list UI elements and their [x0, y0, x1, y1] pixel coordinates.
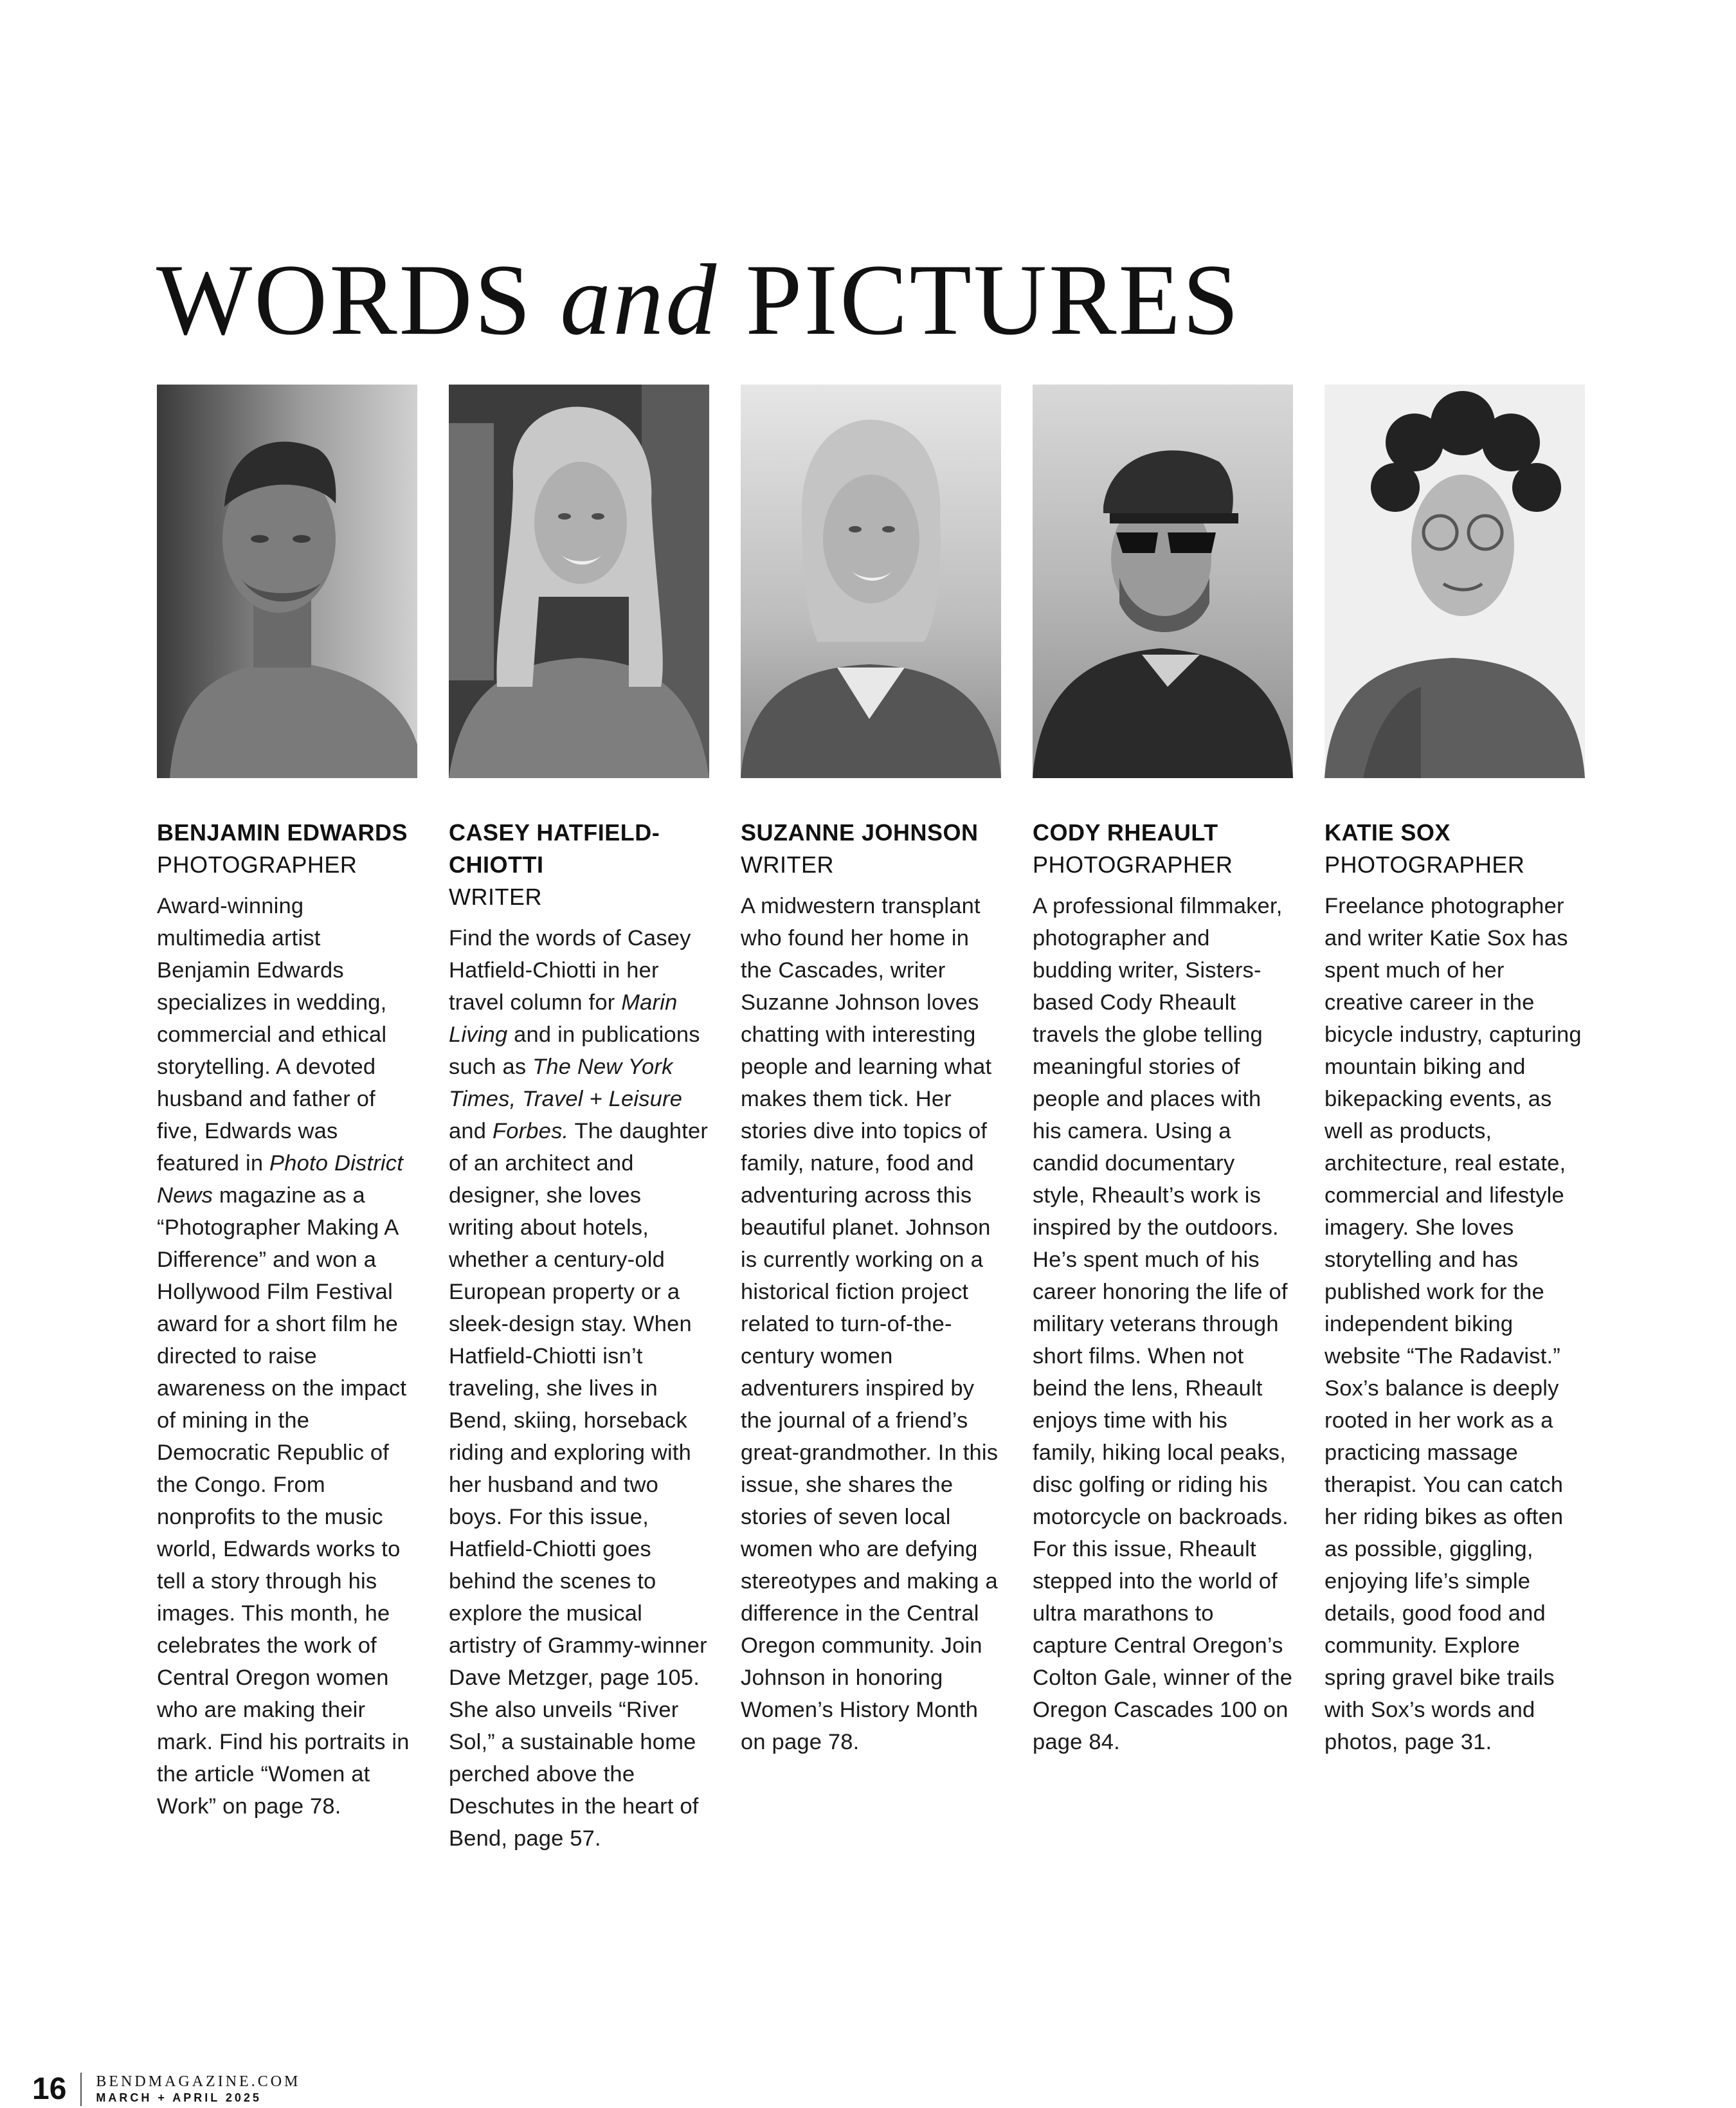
- contributor-role: PHOTOGRAPHER: [1033, 851, 1233, 878]
- contributor-cody-rheault: [1033, 385, 1293, 1758]
- contributor-role: PHOTOGRAPHER: [157, 851, 357, 878]
- title-words: WORDS: [156, 244, 533, 356]
- contributor-benjamin-edwards: [157, 385, 417, 1822]
- footer-text: [96, 2073, 300, 2105]
- bio-text: A professional filmmaker, photographer and budding writer, Sisters-based Cody Rheault travels the globe telling meaningful stories of people and places with his camera. Using a candid documentary style, Rheault’s work is inspired by the outdoors. He’s spent much of his career honoring the life of military veterans through short films. When not beind the lens, Rheault enjoys time with his family, hiking local peaks, disc golfing or riding his motorcycle on backroads. For this issue, Rheault stepped into the world of ultra marathons to capture Central Oregon’s Colton Gale, winner of the Oregon Cascades 100 on page 84.: [1033, 894, 1293, 1754]
- bio-italic-text: Marin Living: [449, 990, 678, 1047]
- bio-text: and in publications such as: [449, 1022, 700, 1079]
- contributor-bio: [1325, 890, 1585, 1758]
- footer-divider: [80, 2073, 82, 2106]
- contributor-name: CODY RHEAULT: [1033, 819, 1218, 846]
- issue-date: MARCH + APRIL 2025: [96, 2091, 262, 2104]
- bio-text: A midwestern transplant who found her home in the Cascades, writer Suzanne Johnson loves chatting with interesting people and learning what makes them tick. Her stories dive into topics of family, nature, food and adventuring across this beautiful planet. Johnson is currently working on a historical fiction project related to turn-of-the-century women adventurers inspired by the journal of a friend’s great-grandmother. In this issue, she shares the stories of seven local women who are defying stereotypes and making a difference in the Central Oregon community. Join Johnson in honoring Women’s History Month on page 78.: [741, 894, 999, 1754]
- contributor-name: SUZANNE JOHNSON: [741, 819, 979, 846]
- contributor-katie-sox: [1325, 385, 1585, 1758]
- bio-text: and: [449, 1119, 493, 1143]
- contributor-name: KATIE SOX: [1325, 819, 1451, 846]
- contributor-bio: [1033, 890, 1293, 1758]
- contributor-role: WRITER: [449, 884, 542, 910]
- bio-text: Award-winning multimedia artist Benjamin Edwards specializes in wedding, commercial and ethical storytelling. A devoted husband and father of five, Edwards was featured in: [157, 894, 387, 1176]
- contributor-name: CASEY HATFIELD-CHIOTTI: [449, 819, 660, 878]
- page-title: [156, 244, 1241, 356]
- bio-text: The daughter of an architect and designer, she loves writing about hotels, whether a century-old European property or a sleek-design stay. When Hatfield-Chiotti isn’t traveling, she lives in Bend, skiing, horseback riding and exploring with her husband and two boys. For this issue, Hatfield-Chiotti goes behind the scenes to explore the musical artistry of Grammy-winner Dave Metzger, page 105. She also unveils “River Sol,” a sustainable home perched above the Deschutes in the heart of Bend, page 57.: [449, 1119, 709, 1851]
- title-and: and: [560, 244, 719, 356]
- page-number: 16: [32, 2072, 67, 2106]
- bio-text: Freelance photographer and writer Katie Sox has spent much of her creative career in the bicycle industry, capturing mountain biking and bikepacking events, as well as products, architecture, real estate, commercial and lifestyle imagery. She loves storytelling and has published work for the independent biking website “The Radavist.” Sox’s balance is deeply rooted in her work as a practicing massage therapist. You can catch her riding bikes as often as possible, giggling, enjoying life’s simple details, good food and community. Explore spring gravel bike trails with Sox’s words and photos, page 31.: [1325, 894, 1582, 1754]
- contributor-name: BENJAMIN EDWARDS: [157, 819, 408, 846]
- bio-italic-text: The New York Times, Travel + Leisure: [449, 1055, 683, 1111]
- bio-italic-text: Photo District News: [157, 1151, 403, 1208]
- title-pictures: PICTURES: [745, 244, 1241, 356]
- contributor-bio: [741, 890, 1001, 1758]
- portrait-photo: [449, 385, 709, 778]
- contributor-casey-hatfield-chiotti: [449, 385, 709, 1855]
- portrait-photo: [741, 385, 1001, 778]
- contributor-role: WRITER: [741, 851, 834, 878]
- portrait-photo: [1325, 385, 1585, 778]
- contributor-bio: [449, 922, 709, 1855]
- contributor-suzanne-johnson: [741, 385, 1001, 1758]
- portrait-photo: [1033, 385, 1293, 778]
- contributor-bio: [157, 890, 417, 1822]
- contributor-role: PHOTOGRAPHER: [1325, 851, 1525, 878]
- bio-text: Find the words of Casey Hatfield-Chiotti in her travel column for: [449, 926, 691, 1015]
- portrait-photo: [157, 385, 417, 778]
- bio-text: magazine as a “Photographer Making A Difference” and won a Hollywood Film Festival award for a short film he directed to raise awareness on the impact of mining in the Democratic Republic of the Congo. From nonprofits to the music world, Edwards works to tell a story through his images. This month, he celebrates the work of Central Oregon women who are making their mark. Find his portraits in the article “Women at Work” on page 78.: [157, 1183, 410, 1819]
- site-name: BENDMAGAZINE.COM: [96, 2073, 301, 2090]
- bio-italic-text: Forbes.: [492, 1119, 569, 1143]
- page-footer: [32, 2071, 300, 2108]
